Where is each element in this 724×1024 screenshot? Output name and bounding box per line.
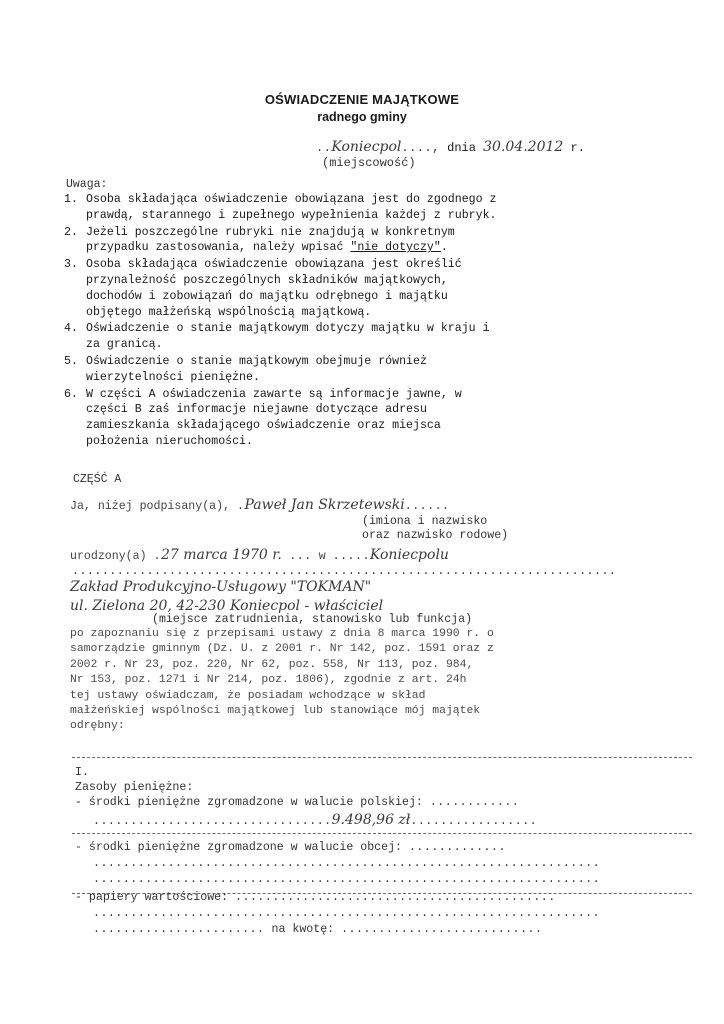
statement-line: 2002 r. Nr 23, poz. 220, Nr 62, poz. 558, Nr 113, poz. 984, [70,658,474,671]
birth-row: urodzony(a) .27 marca 1970 r. ... w .....Koniecpolu [70,547,449,563]
securities-row: - papiery wartościowe: ........................................... [75,891,556,904]
section-separator [72,757,692,758]
born-date-handwritten: 27 marca 1970 r. [160,547,282,563]
employment-caption: (miejsce zatrudnienia, stanowisko lub funkcja) [152,613,473,626]
note-item [64,225,684,257]
pln-funds-label: - środki pieniężne zgromadzone w walucie polskiej: [75,796,423,809]
pln-funds-row: - środki pieniężne zgromadzone w walucie polskiej: ............ [75,796,520,809]
note-text: Oświadczenie o stanie majątkowym obejmuje również wierzytelności pieniężne. [86,354,427,384]
foreign-funds-row: - środki pieniężne zgromadzone w walucie obcej: ............. [75,841,506,854]
note-item [64,192,684,224]
note-item [64,354,684,386]
nie-dotyczy-phrase: "nie dotyczy" [350,241,441,255]
place-dots: ...., [401,141,440,155]
notes-list [64,192,684,451]
document-title: OŚWIADCZENIE MAJĄTKOWE [264,92,460,107]
pln-funds-value-row: ................................9.498,96 zł................. [93,812,538,828]
employment-line-2: ul. Zielona 20, 42-230 Koniecpol - właściciel [70,598,384,614]
date-label: dnia [447,141,476,155]
foreign-funds-label: - środki pieniężne zgromadzone w walucie obcej: [75,841,402,854]
section-separator [72,833,692,834]
note-text: Oświadczenie o stanie majątkowym dotyczy majątku w kraju i za granicą. [86,322,490,352]
note-number: 3. [64,258,78,272]
statement-paragraph [70,627,690,735]
amount-row: ....................... na kwotę: ........................... [93,923,543,936]
section-numeral: I. [75,766,89,779]
dotted-line: .................................................................... [93,907,601,920]
signer-row: Ja, niżej podpisany(a), .Paweł Jan Skrzetewski...... [70,497,450,513]
statement-line: odrębny: [70,720,125,733]
statement-line: tej ustawy oświadczam, że posiadam wchodzące w skład [70,689,426,702]
part-a-heading: CZĘŚĆ A [73,473,122,486]
signer-label: Ja, niżej podpisany(a), [70,500,231,513]
section-heading: Zasoby pieniężne: [75,781,194,794]
note-number: 6. [64,387,78,401]
dotted-line: .................................................................... [93,873,601,886]
born-label: urodzony(a) [70,550,147,563]
securities-label: - papiery wartościowe: [75,891,229,904]
statement-line: po zapoznaniu się z przepisami ustawy z dnia 8 marca 1990 r. o [70,628,494,640]
note-text: Jeżeli poszczególne rubryki nie znajdują w konkretnym przypadku zastosowania, należy wpisać "nie dotyczy". [86,225,455,255]
document-subtitle: radnego gminy [317,110,407,124]
date-suffix: r. [570,141,585,155]
note-text: Osoba składająca oświadczenie obowiązana jest do zgodnego z prawdą, starannego i zupełnego wypełnienia każdej z rubryk. [86,193,497,222]
place-caption: (miejscowość) [322,156,416,170]
dotted-line: .................................................................... [93,857,601,870]
born-in-label: w [318,550,326,563]
note-text: Osoba składająca oświadczenie obowiązana jest określić przynależność poszczególnych składników majątkowych, dochodów i zobowiązań do majątku odrębnego i majątku objętego małżeńską wspólnością majątkową. [86,258,462,319]
note-item [64,321,684,353]
note-number: 1. [64,193,78,206]
note-item [64,387,684,450]
place-date-line: ..Koniecpol...., dnia 30.04.2012 r. [316,139,585,155]
note-number: 2. [64,225,78,239]
note-number: 5. [64,354,78,368]
statement-line: Nr 153, poz. 1271 i Nr 214, poz. 1806), zgodnie z art. 24h [70,674,467,687]
signer-handwritten: Paweł Jan Skrzetewski [244,497,405,513]
note-item [64,257,684,320]
statement-line: samorządzie gminnym (Dz. U. z 2001 r. Nr 142, poz. 1591 oraz z [70,643,494,656]
note-number: 4. [64,322,78,336]
employment-line-1: Zakład Produkcyjno-Usługowy "TOKMAN" [70,579,372,595]
pln-funds-value: 9.498,96 zł [331,812,411,828]
amount-label: na kwotę: [271,923,335,936]
dotted-line: ......................................................................... [72,565,617,578]
place-handwritten: Koniecpol [331,139,402,155]
date-handwritten: 30.04.2012 [483,139,564,155]
signer-caption-2: oraz nazwisko rodowe) [362,529,509,542]
note-text: W części A oświadczenia zawarte są informacje jawne, w części B zaś informacje niejawne dotyczące adresu zamieszkania składającego oświadczenie oraz miejsca położenia nieruchomości. [86,387,462,448]
notes-heading: Uwaga: [66,178,108,191]
statement-line: małżeńskiej wspólności majątkowej lub stanowiące mój majątek [70,705,481,718]
born-place-handwritten: Koniecpolu [369,547,449,563]
signer-caption-1: (imiona i nazwisko [362,515,488,528]
